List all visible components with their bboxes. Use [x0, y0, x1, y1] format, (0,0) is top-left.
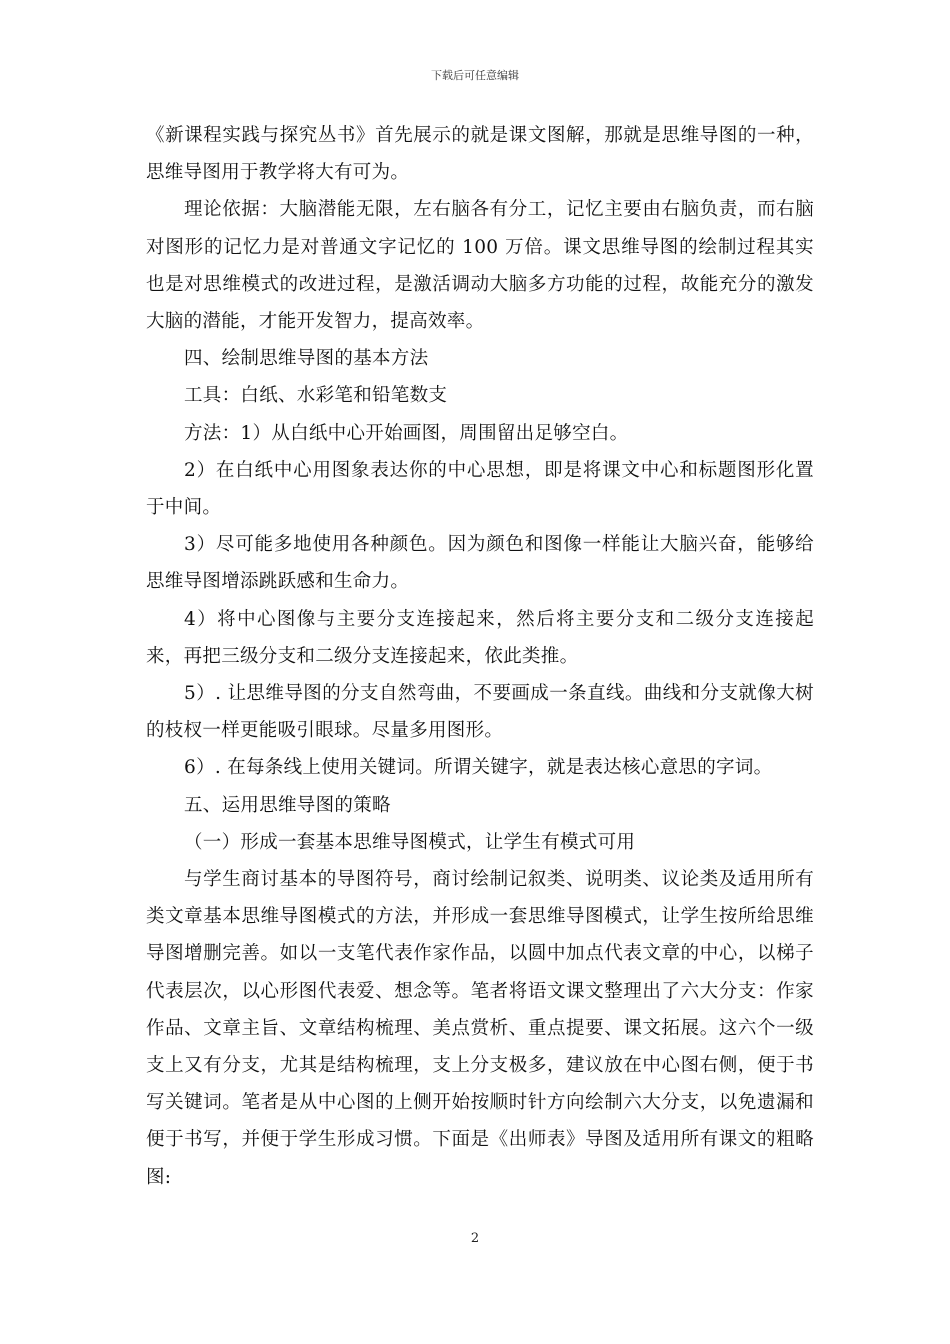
paragraph-method-5: 5）. 让思维导图的分支自然弯曲，不要画成一条直线。曲线和分支就像大树的枝杈一样更能吸引眼球。尽量多用图形。	[146, 683, 814, 742]
header-note: 下载后可任意编辑	[431, 69, 519, 82]
paragraph-method-1: 方法：1）从白纸中心开始画图，周围留出足够空白。	[184, 422, 629, 444]
paragraph-method-2: 2）在白纸中心用图象表达你的中心思想，即是将课文中心和标题图形化置于中间。	[146, 459, 814, 519]
page-number: 2	[470, 1231, 480, 1246]
paragraph-theory-basis: 理论依据：大脑潜能无限，左右脑各有分工，记忆主要由右脑负责，而右脑对图形的记忆力是对普通文字记忆的 100 万倍。课文思维导图的绘制过程其实也是对思维模式的改进过程，是激活调动大脑多方功能的过程，故能充分的激发大脑的潜能，才能开发智力，提高效率。	[146, 199, 814, 333]
paragraph-intro-continuation: 《新课程实践与探究丛书》首先展示的就是课文图解，那就是思维导图的一种，思维导图用于教学将大有可为。	[146, 125, 814, 184]
paragraph-method-3: 3）尽可能多地使用各种颜色。因为颜色和图像一样能让大脑兴奋，能够给思维导图增添跳跃感和生命力。	[146, 534, 814, 593]
section-heading-methods: 四、绘制思维导图的基本方法	[184, 348, 429, 370]
paragraph-method-4: 4）将中心图像与主要分支连接起来，然后将主要分支和二级分支连接起来，再把三级分支和二级分支连接起来，依此类推。	[146, 608, 814, 667]
paragraph-strategy-details: 与学生商讨基本的导图符号，商讨绘制记叙类、说明类、议论类及适用所有类文章基本思维导图模式的方法，并形成一套思维导图模式，让学生按所给思维导图增删完善。如以一支笔代表作家作品，以圆中加点代表文章的中心，以梯子代表层次，以心形图代表爱、想念等。笔者将语文课文整理出了六大分支：作家作品、文章主旨、文章结构梳理、美点赏析、重点提要、课文拓展。这六个一级支上又有分支，尤其是结构梳理，支上分支极多，建议放在中心图右侧，便于书写关键词。笔者是从中心图的上侧开始按顺时针方向绘制六大分支，以免遗漏和便于书写，并便于学生形成习惯。下面是《出师表》导图及适用所有课文的粗略图:	[146, 869, 814, 1188]
paragraph-tools: 工具：白纸、水彩笔和铅笔数支	[184, 385, 448, 407]
document-body	[146, 117, 814, 1196]
paragraph-method-6: 6）. 在每条线上使用关键词。所谓关键字，就是表达核心意思的字词。	[184, 757, 773, 779]
section-heading-strategies: 五、运用思维导图的策略	[184, 794, 391, 816]
subsection-heading-1: （一）形成一套基本思维导图模式，让学生有模式可用	[184, 831, 636, 853]
